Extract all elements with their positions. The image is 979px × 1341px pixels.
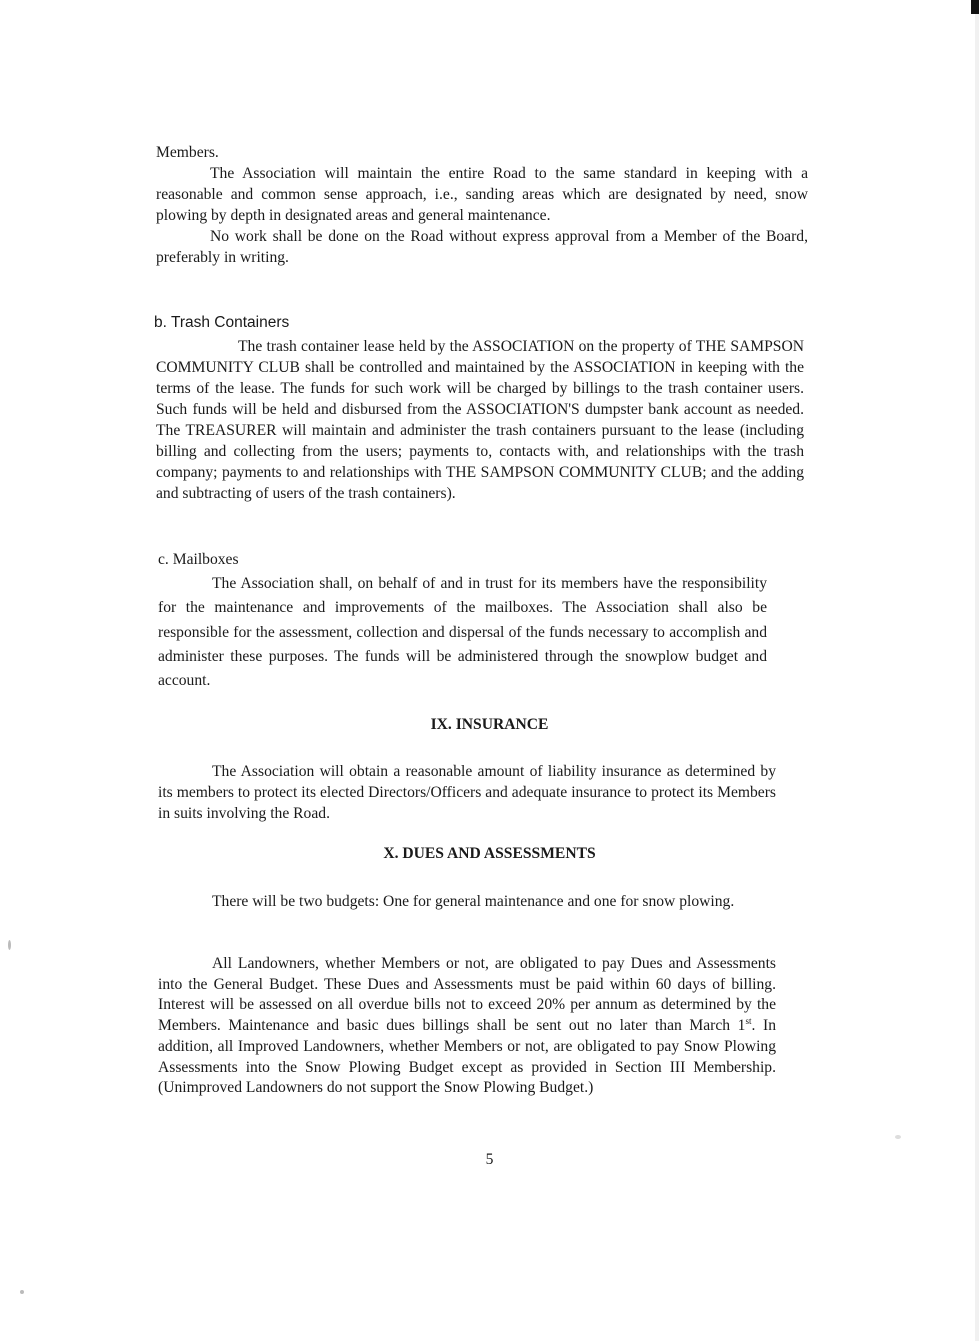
scan-speck <box>895 1135 901 1139</box>
dues-text-b: . In addition, all Improved Landowners, whether Members or not, are obligated to pay Snow Plowing Assessments into the Snow Plowing Budget except as provided in Section III Membership. (Unimproved Landowners do not support the Snow Plowing Budget.) <box>158 1017 776 1097</box>
road-section <box>156 142 808 268</box>
dues-heading: X. DUES AND ASSESSMENTS <box>383 845 596 862</box>
trash-paragraph: The trash container lease held by the ASSOCIATION on the property of THE SAMPSON COMMUNITY CLUB shall be controlled and maintained by the ASSOCIATION in keeping with the terms of the lease. The funds for such work will be charged by billings to the trash container users. Such funds will be held and disbursed from the ASSOCIATION'S dumpster bank account as needed. The TREASURER will maintain and administer the trash containers pursuant to the lease (including billing and collecting from the users; payments to, contacts with, and relationships with the trash company; payments to and relationships with THE SAMPSON COMMUNITY CLUB; and the adding and subtracting of users of the trash containers). <box>156 338 804 502</box>
insurance-paragraph: The Association will obtain a reasonable amount of liability insurance as determined by its members to protect its elected Directors/Officers and adequate insurance to protect its Members in suits involving the Road. <box>158 763 776 822</box>
scan-edge <box>975 0 979 1341</box>
insurance-heading: IX. INSURANCE <box>430 716 549 733</box>
dues-paragraph-2 <box>158 954 776 1099</box>
mailboxes-heading: c. Mailboxes <box>158 551 239 568</box>
mailboxes-section <box>158 548 767 693</box>
road-paragraph-2: No work shall be done on the Road without express approval from a Member of the Board, preferably in writing. <box>156 228 808 266</box>
dues-paragraph-1: There will be two budgets: One for general maintenance and one for snow plowing. <box>212 893 735 910</box>
ordinal-suffix: st <box>745 1015 752 1026</box>
mailboxes-paragraph: The Association shall, on behalf of and in trust for its members have the responsibility for the maintenance and improvements of the mailboxes. The Association shall also be responsible for the assessment, collection and dispersal of the funds necessary to accomplish and administer these purposes. The funds will be administered through the snowplow budget and account. <box>158 575 767 690</box>
dues-text-a: All Landowners, whether Members or not, are obligated to pay Dues and Assessments into the General Budget. These Dues and Assessments must be paid within 60 days of billing. Interest will be assessed on all overdue bills not to exceed 20% per annum as determined by the Members. Maintenance and basic dues billings shall be sent out no later than March 1 <box>158 955 776 1035</box>
scan-corner-mark <box>971 0 979 14</box>
trash-heading: b. Trash Containers <box>154 314 290 331</box>
scan-speck <box>8 940 11 950</box>
page-number: 5 <box>485 1151 494 1168</box>
road-continuation: Members. <box>156 144 219 161</box>
scan-speck <box>20 1290 24 1294</box>
road-paragraph-1: The Association will maintain the entire Road to the same standard in keeping with a reasonable and common sense approach, i.e., sanding areas which are designated by need, snow plowing by depth in designated areas and general maintenance. <box>156 165 808 224</box>
